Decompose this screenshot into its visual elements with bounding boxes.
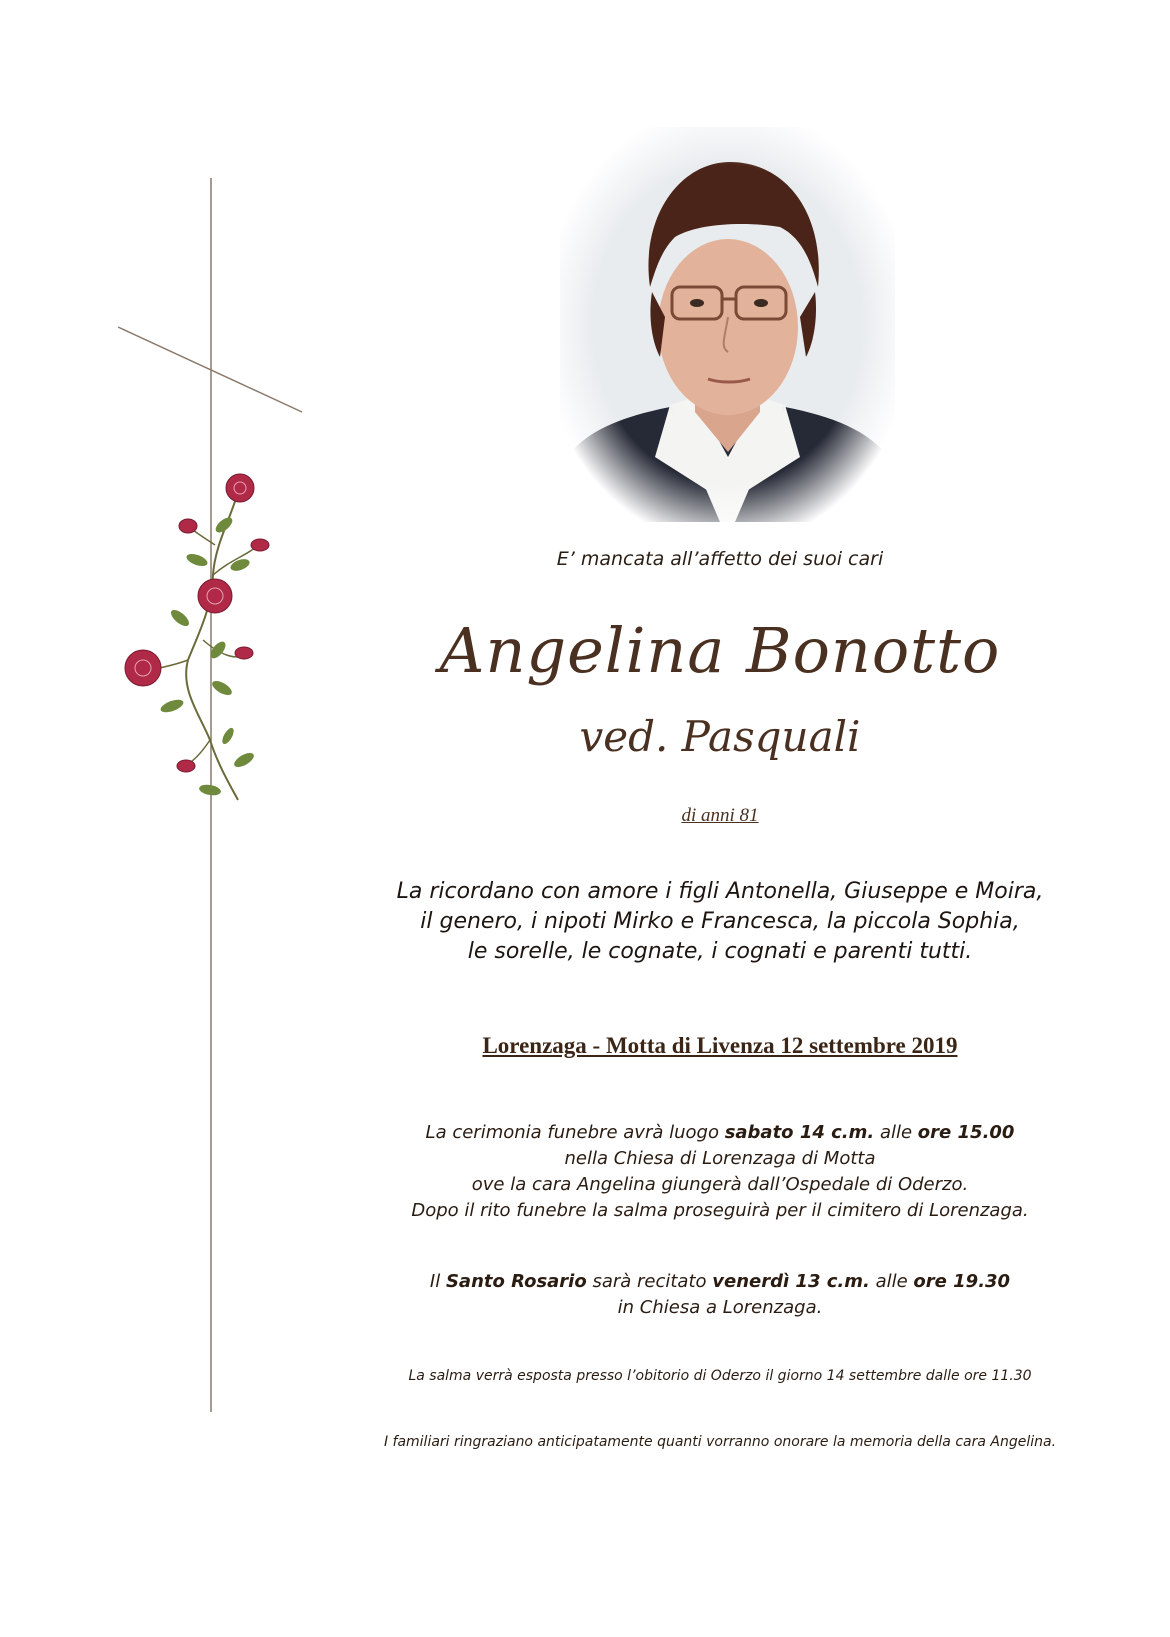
family-line: le sorelle, le cognate, i cognati e parenti tutti.	[467, 939, 973, 964]
thanks-notice: I familiari ringraziano anticipatamente quanti vorranno onorare la memoria della cara Angelina.	[383, 1434, 1057, 1450]
ceremony-line: La cerimonia funebre avrà luogo sabato 14 c.m. alle ore 15.00	[425, 1122, 1015, 1143]
family-line: il genero, i nipoti Mirko e Francesca, la piccola Sophia,	[420, 909, 1020, 934]
ceremony-day: sabato 14 c.m.	[724, 1122, 875, 1143]
ceremony-line: Dopo il rito funebre la salma proseguirà per il cimitero di Lorenzaga.	[411, 1200, 1029, 1221]
age-text: di anni 81	[681, 805, 759, 826]
rose-branch-icon	[125, 474, 269, 800]
cross-diagonal-line	[118, 327, 302, 412]
ceremony-paragraph	[360, 1120, 1080, 1224]
portrait-photo	[560, 127, 895, 522]
place-date-heading: Lorenzaga - Motta di Livenza 12 settembre 2019	[482, 1033, 958, 1058]
ceremony-time: ore 15.00	[917, 1122, 1015, 1143]
ceremony-line: nella Chiesa di Lorenzaga di Motta	[564, 1148, 876, 1169]
rosary-paragraph	[360, 1269, 1080, 1321]
rosary-line: Il Santo Rosario sarà recitato venerdì 13 c.m. alle ore 19.30	[429, 1271, 1011, 1292]
deceased-name: Angelina Bonotto	[439, 614, 1001, 687]
family-paragraph	[360, 877, 1080, 967]
intro-text: E’ mancata all’affetto dei suoi cari	[556, 548, 884, 570]
rosary-line: in Chiesa a Lorenzaga.	[617, 1297, 823, 1318]
family-line: La ricordano con amore i figli Antonella, Giuseppe e Moira,	[396, 879, 1044, 904]
married-name: ved. Pasquali	[579, 712, 861, 761]
rosary-day: venerdì 13 c.m.	[712, 1271, 870, 1292]
portrait-illustration	[560, 127, 895, 522]
ceremony-line: ove la cara Angelina giungerà dall’Ospedale di Oderzo.	[471, 1174, 969, 1195]
viewing-notice: La salma verrà esposta presso l’obitorio di Oderzo il giorno 14 settembre dalle ore 11.30	[408, 1368, 1032, 1384]
rosary-time: ore 19.30	[913, 1271, 1011, 1292]
rosary-name: Santo Rosario	[445, 1271, 587, 1292]
